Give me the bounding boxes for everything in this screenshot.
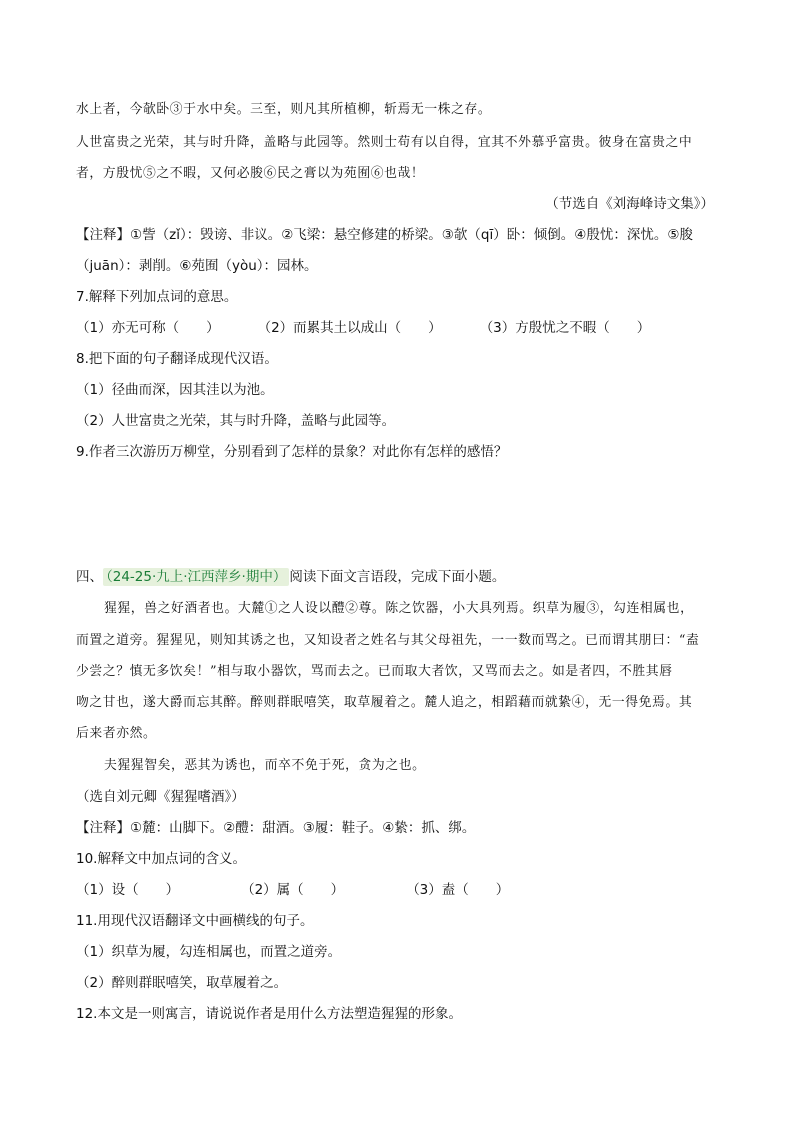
section-number: 四、 <box>76 569 103 585</box>
question-10-stem: 10.解释文中加点词的含义。 <box>76 851 246 867</box>
question-7-items <box>76 318 650 338</box>
passage-line: 猩猩，兽之好酒者也。大麓①之人设以醴②尊。陈之饮器，小大具列焉。织草为履③，勾连相属也， <box>104 601 694 616</box>
question-8-stem: 8.把下面的句子翻译成现代汉语。 <box>76 351 278 367</box>
passage-source: （选自刘元卿《猩猩嗜酒》） <box>76 789 245 805</box>
question-item: （3）方殷忧之不暇（ ） <box>479 320 651 336</box>
section-instruction: 阅读下面文言语段，完成下面小题。 <box>289 569 506 585</box>
question-11-stem: 11.用现代汉语翻译文中画横线的句子。 <box>76 913 314 929</box>
passage-source: （节选自《刘海峰诗文集》） <box>545 196 714 212</box>
question-item: （1）亦无可称（ ） <box>76 320 220 336</box>
question-7-stem: 7.解释下列加点词的意思。 <box>76 289 238 305</box>
notes-line: 【注释】①麓：山脚下。②醴：甜酒。③履：鞋子。④絷：抓、绑。 <box>76 820 476 836</box>
question-9-stem: 9.作者三次游历万柳堂，分别看到了怎样的景象？对此你有怎样的感悟？ <box>76 444 508 460</box>
question-item: （2）而累其土以成山（ ） <box>257 320 442 336</box>
question-10-items <box>76 880 509 900</box>
passage-line: 后来者亦然。 <box>76 726 157 741</box>
passage-line: 水上者，今欹卧③于水中矣。三至，则凡其所植柳，斩焉无一株之存。 <box>76 102 492 117</box>
passage-line: 少尝之？慎无多饮矣！”相与取小器饮，骂而去之。已而取大者饮，又骂而去之。如是者四，不胜其唇 <box>76 664 673 679</box>
notes-line: 【注释】①訾（zǐ）：毁谤、非议。②飞梁：悬空修建的桥梁。③欹（qī）卧：倾倒。④殷忧：深忧。⑤朘 <box>76 227 693 243</box>
source-tag: （24-25·九上·江西萍乡·期中） <box>103 568 289 586</box>
notes-line: （juān）：剥削。⑥苑囿（yòu）：园林。 <box>76 258 318 274</box>
question-item: （1）设（ ） <box>76 882 180 898</box>
question-12-stem: 12.本文是一则寓言，请说说作者是用什么方法塑造猩猩的形象。 <box>76 1006 462 1022</box>
question-item: （1）织草为履，勾连相属也，而置之道旁。 <box>76 944 342 960</box>
passage-line: 吻之甘也，遂大爵而忘其醉。醉则群眠嘻笑，取草履着之。麓人追之，相蹈藉而就絷④，无一得免焉。其 <box>76 695 693 710</box>
question-item: （2）属（ ） <box>241 882 345 898</box>
passage-line: 人世富贵之光荣，其与时升降，盖略与此园等。然则士苟有以自得，宜其不外慕乎富贵。彼身在富贵之中 <box>76 135 693 150</box>
question-item: （3）盍（ ） <box>406 882 510 898</box>
passage-line: 而置之道旁。猩猩见，则知其诱之也，又知设者之姓名与其父母祖先，一一数而骂之。已而谓其朋曰：“盍 <box>76 633 700 648</box>
section-4-heading <box>76 567 505 587</box>
question-item: （2）人世富贵之光荣，其与时升降，盖略与此园等。 <box>76 413 396 429</box>
passage-line: 夫猩猩智矣，恶其为诱也，而卒不免于死，贪为之也。 <box>104 758 426 773</box>
question-item: （1）径曲而深，因其洼以为池。 <box>76 382 274 398</box>
passage-line: 者，方殷忧⑤之不暇，又何必朘⑥民之膏以为苑囿⑥也哉！ <box>76 166 425 181</box>
question-item: （2）醉则群眠嘻笑，取草履着之。 <box>76 975 288 991</box>
